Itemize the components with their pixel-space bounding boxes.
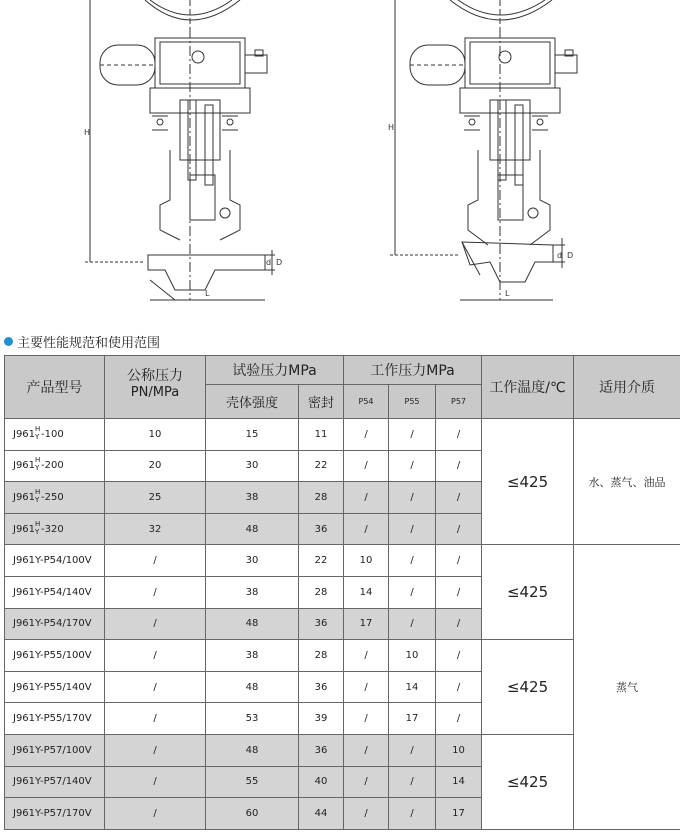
model-suffix: -250 [41, 491, 64, 503]
cell-pn: / [105, 798, 206, 830]
cell-p55: / [389, 798, 436, 830]
header-p57: P57 [436, 385, 482, 419]
cell-seal: 39 [299, 703, 344, 735]
cell-p57: / [436, 482, 482, 514]
cell-pn: 25 [105, 482, 206, 514]
cell-p57: / [436, 608, 482, 640]
cell-p55: / [389, 766, 436, 798]
cell-p54: / [344, 419, 389, 451]
model-sup-top: H [35, 424, 41, 433]
cell-shell-strength: 38 [206, 576, 299, 608]
cell-medium: 水、蒸气、油品 [574, 419, 680, 545]
model-prefix: J961 [13, 491, 36, 503]
model-prefix: J961 [13, 428, 36, 440]
model-suffix: -320 [41, 523, 64, 535]
cell-p54: 10 [344, 545, 389, 577]
section-title-text: 主要性能规范和使用范围 [17, 335, 161, 351]
right-height-label: H [388, 123, 395, 132]
cell-p54: / [344, 766, 389, 798]
cell-model: J961Y-P54/100V [5, 545, 105, 577]
cell-pn: / [105, 766, 206, 798]
model-material-stack [35, 424, 41, 441]
cell-seal: 40 [299, 766, 344, 798]
cell-p57: 14 [436, 766, 482, 798]
cell-model: J961Y-P55/170V [5, 703, 105, 735]
cell-model: J961Y-P55/140V [5, 671, 105, 703]
cell-p57: / [436, 545, 482, 577]
model-material-stack [35, 456, 41, 473]
model-suffix: -200 [41, 460, 64, 472]
cell-shell-strength: 38 [206, 482, 299, 514]
cell-p55: 17 [389, 703, 436, 735]
cell-seal: 28 [299, 640, 344, 672]
cell-p57: / [436, 703, 482, 735]
cell-shell-strength: 48 [206, 671, 299, 703]
header-seal: 密封 [299, 385, 344, 419]
cell-shell-strength: 53 [206, 703, 299, 735]
cell-medium: 蒸气 [574, 545, 680, 829]
cell-seal: 28 [299, 482, 344, 514]
cell-temperature: ≤425 [482, 545, 574, 640]
cell-model: J961Y-P54/170V [5, 608, 105, 640]
cell-seal: 36 [299, 671, 344, 703]
header-medium: 适用介质 [574, 356, 680, 419]
cell-p55: / [389, 545, 436, 577]
left-length-label: L [205, 289, 210, 298]
cell-model: J961Y-P57/100V [5, 734, 105, 766]
cell-model: J961Y-P55/100V [5, 640, 105, 672]
cell-model: J961Y-P57/170V [5, 798, 105, 830]
right-d2-label: D [567, 251, 574, 260]
cell-pn: / [105, 734, 206, 766]
cell-p55: 14 [389, 671, 436, 703]
cell-p54: / [344, 671, 389, 703]
section-title [4, 331, 160, 351]
cell-shell-strength: 38 [206, 640, 299, 672]
cell-pn: / [105, 640, 206, 672]
spec-table [4, 355, 680, 830]
cell-p55: / [389, 576, 436, 608]
left-valve-drawing [85, 0, 275, 300]
model-material-stack [35, 519, 41, 536]
header-nominal-pressure: 公称压力 [105, 356, 206, 385]
cell-shell-strength: 60 [206, 798, 299, 830]
cell-shell-strength: 30 [206, 450, 299, 482]
cell-pn: / [105, 703, 206, 735]
model-prefix: J961 [13, 460, 36, 472]
cell-p55: / [389, 734, 436, 766]
cell-pn: / [105, 608, 206, 640]
cell-model: J961Y-P54/140V [5, 576, 105, 608]
cell-p55: / [389, 419, 436, 451]
cell-p55: / [389, 482, 436, 514]
header-working-pressure: 工作压力MPa [344, 356, 482, 385]
header-test-pressure: 试验压力MPa [206, 356, 344, 385]
left-height-label: H [84, 128, 91, 137]
left-d2-label: D [276, 258, 283, 267]
cell-p54: 14 [344, 576, 389, 608]
cell-shell-strength: 15 [206, 419, 299, 451]
cell-shell-strength: 48 [206, 513, 299, 545]
model-sup-bottom: Y [35, 432, 40, 441]
header-p54: P54 [344, 385, 389, 419]
table-row [5, 545, 680, 577]
cell-shell-strength: 30 [206, 545, 299, 577]
cell-seal: 22 [299, 545, 344, 577]
model-material-stack [35, 487, 41, 504]
cell-model: J961Y-P57/140V [5, 766, 105, 798]
cell-p55: / [389, 450, 436, 482]
cell-p57: / [436, 671, 482, 703]
cell-model [5, 513, 105, 545]
cell-p54: / [344, 513, 389, 545]
cell-seal: 44 [299, 798, 344, 830]
right-d1-label: d [557, 251, 563, 260]
cell-temperature: ≤425 [482, 640, 574, 735]
cell-pn: 20 [105, 450, 206, 482]
model-sup-top: H [35, 519, 41, 528]
cell-p57: / [436, 513, 482, 545]
right-valve-drawing [390, 0, 577, 300]
valve-drawings [0, 0, 680, 330]
model-sup-top: H [35, 456, 41, 465]
cell-seal: 36 [299, 513, 344, 545]
cell-p57: / [436, 640, 482, 672]
cell-p54: / [344, 640, 389, 672]
cell-p54: / [344, 450, 389, 482]
cell-p54: / [344, 734, 389, 766]
model-sup-bottom: Y [35, 464, 40, 473]
cell-seal: 36 [299, 608, 344, 640]
model-sup-top: H [35, 487, 41, 496]
cell-seal: 11 [299, 419, 344, 451]
cell-seal: 22 [299, 450, 344, 482]
cell-shell-strength: 48 [206, 608, 299, 640]
model-prefix: J961 [13, 523, 36, 535]
cell-pn: 10 [105, 419, 206, 451]
cell-p57: / [436, 576, 482, 608]
header-p55: P55 [389, 385, 436, 419]
cell-p54: / [344, 482, 389, 514]
cell-p57: / [436, 450, 482, 482]
cell-p55: 10 [389, 640, 436, 672]
cell-model [5, 482, 105, 514]
cell-p55: / [389, 608, 436, 640]
cell-pn: / [105, 545, 206, 577]
cell-p57: 10 [436, 734, 482, 766]
cell-p57: / [436, 419, 482, 451]
bullet-dot-icon [4, 337, 13, 346]
left-d1-label: d [266, 258, 272, 267]
model-sup-bottom: Y [35, 495, 40, 504]
cell-p57: 17 [436, 798, 482, 830]
cell-pn: / [105, 576, 206, 608]
cell-shell-strength: 48 [206, 734, 299, 766]
cell-seal: 28 [299, 576, 344, 608]
header-shell-strength: 壳体强度 [206, 385, 299, 419]
model-suffix: -100 [41, 428, 64, 440]
header-model: 产品型号 [5, 356, 105, 419]
cell-shell-strength: 55 [206, 766, 299, 798]
cell-p54: 17 [344, 608, 389, 640]
cell-pn: / [105, 671, 206, 703]
right-length-label: L [505, 289, 510, 298]
cell-seal: 36 [299, 734, 344, 766]
cell-temperature: ≤425 [482, 734, 574, 829]
model-sup-bottom: Y [35, 527, 40, 536]
header-temperature: 工作温度/℃ [482, 356, 574, 419]
cell-p54: / [344, 703, 389, 735]
cell-temperature: ≤425 [482, 419, 574, 545]
cell-model [5, 419, 105, 451]
cell-p55: / [389, 513, 436, 545]
cell-p54: / [344, 798, 389, 830]
header-nominal-unit: PN/MPa [105, 385, 206, 419]
table-row [5, 419, 680, 451]
cell-pn: 32 [105, 513, 206, 545]
cell-model [5, 450, 105, 482]
